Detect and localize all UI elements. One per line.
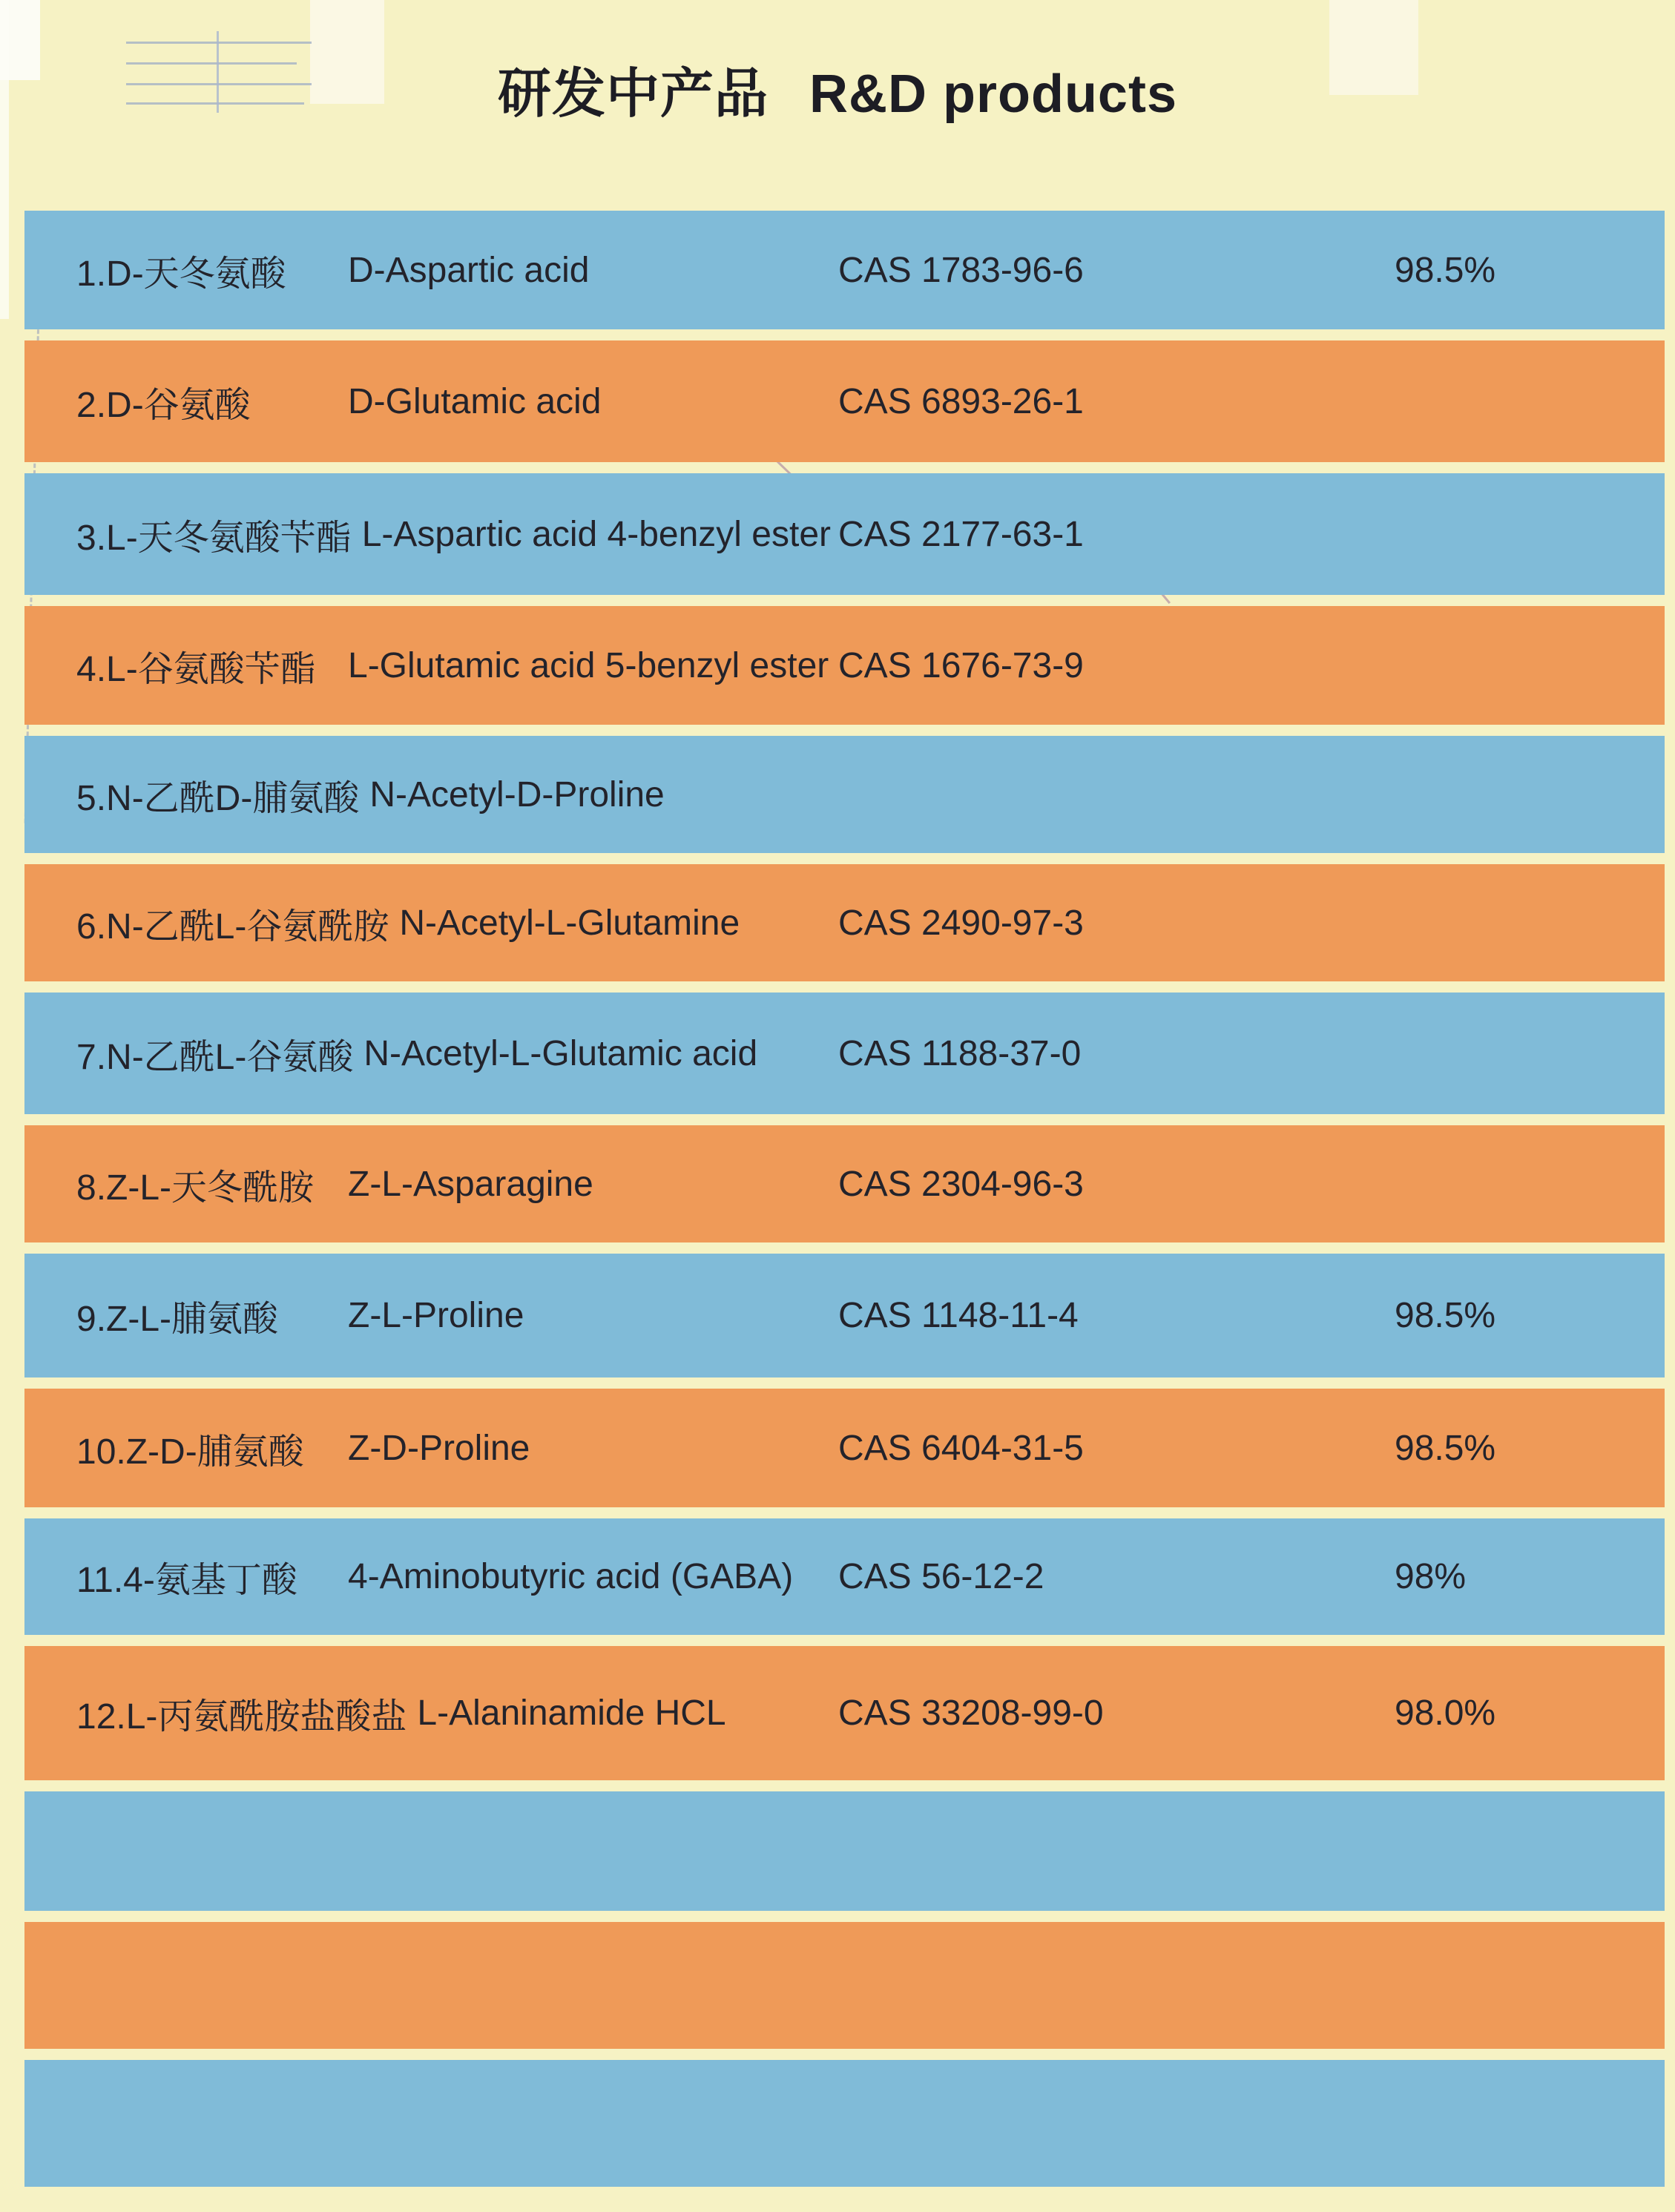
- page-title: [0, 50, 1675, 128]
- product-name-en: D-Aspartic acid: [348, 250, 590, 290]
- product-row-9: [24, 1254, 1665, 1377]
- product-name-cn: 7.N-乙酰L-谷氨酸: [76, 1037, 354, 1077]
- product-name-cn: 3.L-天冬氨酸苄酯: [76, 518, 352, 558]
- product-purity: 98.5%: [1395, 250, 1496, 290]
- empty-row-3: [24, 2060, 1665, 2187]
- product-cas: CAS 56-12-2: [838, 1557, 1044, 1596]
- empty-row-2: [24, 1922, 1665, 2049]
- product-row-11: [24, 1518, 1665, 1635]
- page-title-cn: 研发中产品: [497, 65, 769, 124]
- product-name-en: Z-L-Asparagine: [348, 1164, 593, 1204]
- product-table: [24, 211, 1665, 2187]
- product-row-2: [24, 340, 1665, 462]
- product-row-8: [24, 1125, 1665, 1242]
- product-purity: 98%: [1395, 1557, 1467, 1596]
- product-cas: CAS 6404-31-5: [838, 1428, 1084, 1468]
- product-row-1: [24, 211, 1665, 329]
- product-row-5: [24, 736, 1665, 853]
- product-name-cn: 6.N-乙酰L-谷氨酰胺: [76, 906, 389, 947]
- product-cas: CAS 2490-97-3: [838, 903, 1084, 943]
- product-name-cn: 4.L-谷氨酸苄酯: [76, 649, 316, 689]
- product-cas: CAS 2304-96-3: [838, 1164, 1084, 1204]
- ruled-line: [126, 42, 312, 44]
- product-name-en: D-Glutamic acid: [348, 381, 602, 421]
- product-name-cn: 5.N-乙酰D-脯氨酸: [76, 778, 360, 818]
- product-purity: 98.0%: [1395, 1693, 1496, 1733]
- product-name-en: N-Acetyl-D-Proline: [369, 774, 665, 814]
- empty-row-1: [24, 1791, 1665, 1911]
- product-row-4: [24, 606, 1665, 725]
- product-cas: CAS 1148-11-4: [838, 1296, 1079, 1335]
- product-cas: CAS 1676-73-9: [838, 645, 1084, 685]
- product-row-12: [24, 1646, 1665, 1780]
- product-name-cn: 9.Z-L-脯氨酸: [76, 1300, 279, 1339]
- product-name-cn: 12.L-丙氨酰胺盐酸盐: [76, 1697, 407, 1737]
- product-row-7: [24, 993, 1665, 1114]
- product-name-en: L-Aspartic acid 4-benzyl ester: [361, 514, 831, 554]
- product-cas: CAS 2177-63-1: [838, 514, 1084, 554]
- product-row-3: [24, 473, 1665, 595]
- product-name-en: N-Acetyl-L-Glutamine: [399, 903, 740, 943]
- product-name-cn: 10.Z-D-脯氨酸: [76, 1432, 304, 1472]
- product-purity: 98.5%: [1395, 1428, 1496, 1468]
- product-cas: CAS 1783-96-6: [838, 250, 1084, 290]
- page-title-en: R&D products: [809, 65, 1177, 124]
- product-name-cn: 2.D-谷氨酸: [76, 385, 251, 425]
- product-name-en: Z-L-Proline: [348, 1296, 524, 1335]
- product-cas: CAS 6893-26-1: [838, 381, 1084, 421]
- product-cas: CAS 1188-37-0: [838, 1033, 1082, 1073]
- product-purity: 98.5%: [1395, 1296, 1496, 1335]
- product-name-en: 4-Aminobutyric acid (GABA): [348, 1557, 794, 1596]
- product-name-en: N-Acetyl-L-Glutamic acid: [363, 1033, 758, 1073]
- product-name-cn: 11.4-氨基丁酸: [76, 1561, 297, 1600]
- product-name-en: L-Alaninamide HCL: [417, 1693, 726, 1733]
- product-name-cn: 8.Z-L-天冬酰胺: [76, 1168, 315, 1208]
- product-name-cn: 1.D-天冬氨酸: [76, 254, 286, 294]
- product-cas: CAS 33208-99-0: [838, 1693, 1104, 1733]
- product-name-en: L-Glutamic acid 5-benzyl ester: [348, 645, 829, 685]
- product-row-6: [24, 864, 1665, 981]
- product-name-en: Z-D-Proline: [348, 1428, 530, 1468]
- product-row-10: [24, 1389, 1665, 1507]
- scan-left-edge: [0, 0, 9, 319]
